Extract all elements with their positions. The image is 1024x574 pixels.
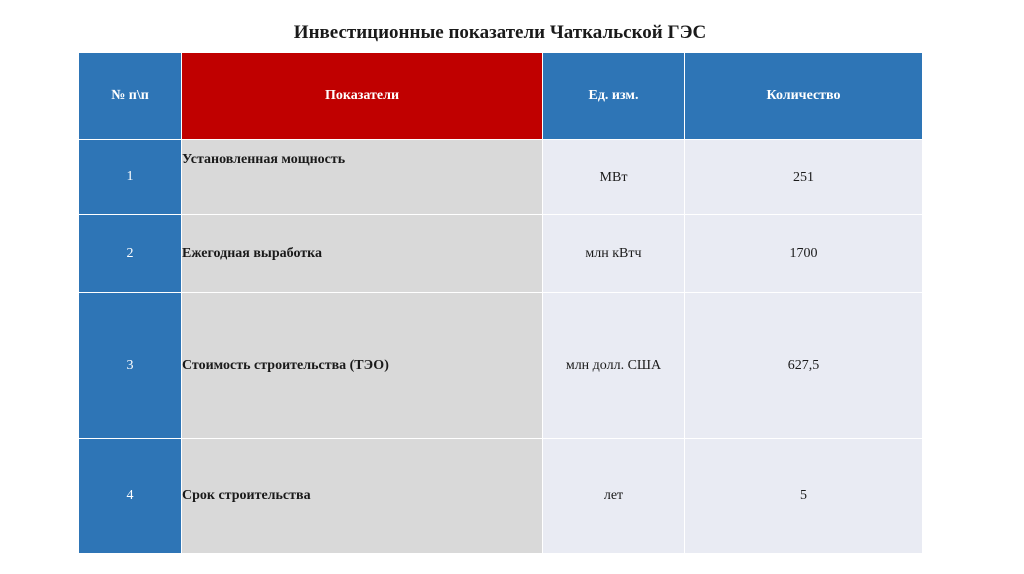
row-indicator: Срок строительства [182, 439, 543, 554]
header-num: № п\п [79, 53, 182, 140]
row-indicator: Установленная мощность [182, 140, 543, 215]
table-row [79, 215, 923, 293]
row-indicator: Стоимость строительства (ТЭО) [182, 293, 543, 439]
table-row [79, 293, 923, 439]
row-quantity: 5 [685, 439, 923, 554]
header-quantity: Количество [685, 53, 923, 140]
row-quantity: 627,5 [685, 293, 923, 439]
table-row [79, 439, 923, 554]
row-unit: млн кВтч [543, 215, 685, 293]
row-number: 4 [79, 439, 182, 554]
row-unit: лет [543, 439, 685, 554]
header-unit: Ед. изм. [543, 53, 685, 140]
row-number: 2 [79, 215, 182, 293]
row-unit: МВт [543, 140, 685, 215]
row-quantity: 1700 [685, 215, 923, 293]
page-title: Инвестиционные показатели Чаткальской ГЭС [293, 22, 707, 43]
row-indicator: Ежегодная выработка [182, 215, 543, 293]
indicators-table [78, 52, 923, 554]
table-row [79, 140, 923, 215]
row-quantity: 251 [685, 140, 923, 215]
row-number: 3 [79, 293, 182, 439]
row-unit: млн долл. США [543, 293, 685, 439]
row-number: 1 [79, 140, 182, 215]
header-indicators: Показатели [182, 53, 543, 140]
table-header-row [79, 53, 923, 140]
